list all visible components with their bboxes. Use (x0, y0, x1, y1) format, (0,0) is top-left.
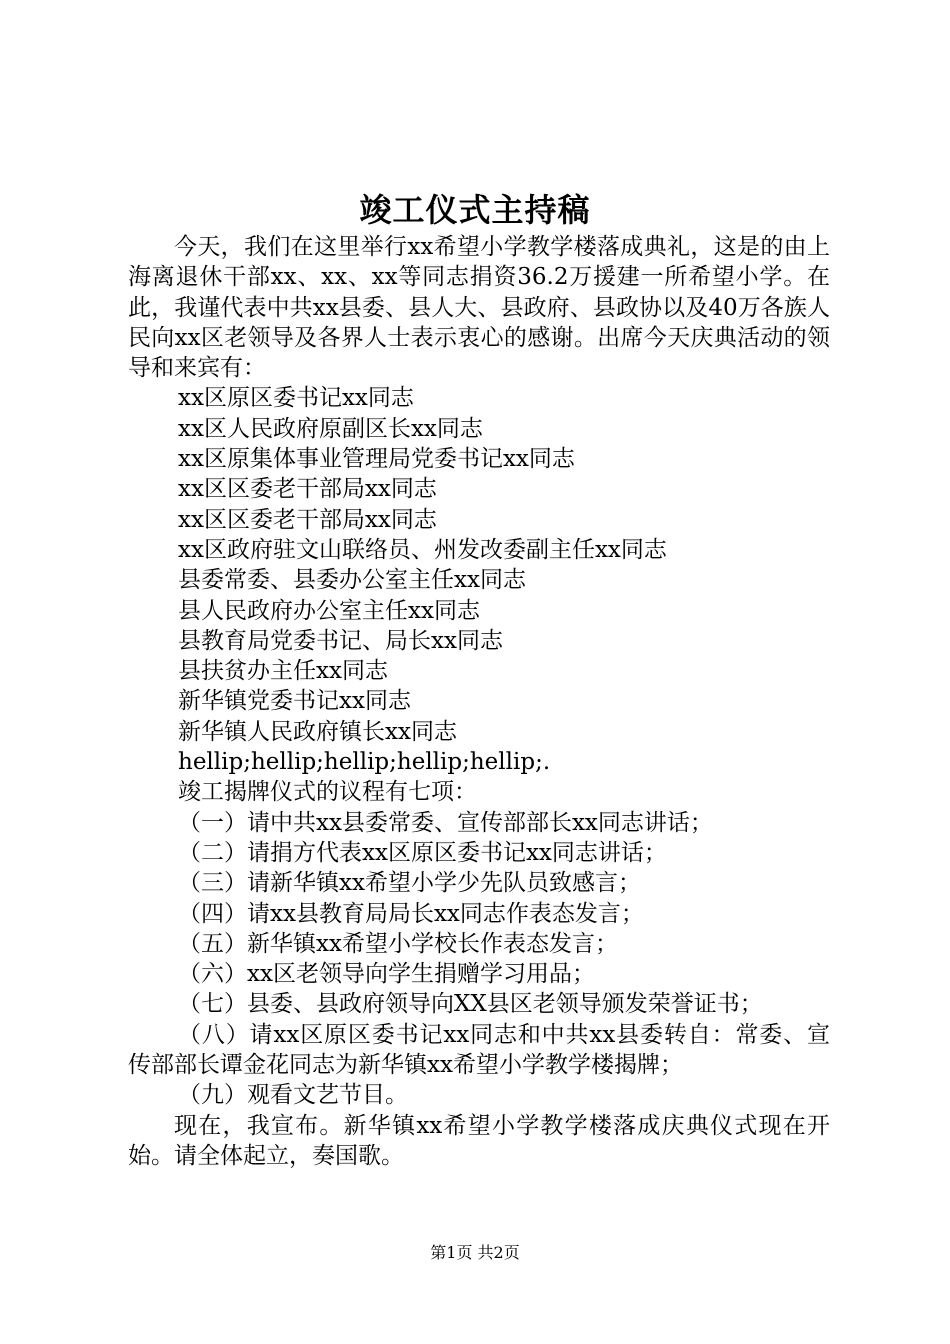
guest-line: xx区人民政府原副区长xx同志 (178, 415, 483, 442)
guest-line: 县委常委、县委办公室主任xx同志 (178, 567, 526, 594)
closing-paragraph: 现在，我宣布。新华镇xx希望小学教学楼落成庆典仪式现在开始。请全体起立，奏国歌。 (128, 1112, 830, 1169)
guest-ellipsis-line: hellip;hellip;hellip;hellip;hellip;. (178, 749, 551, 776)
agenda-item: （一）请中共xx县委常委、宣传部部长xx同志讲话； (178, 809, 713, 836)
guest-line: xx区区委老干部局xx同志 (178, 476, 437, 503)
guest-line: 县扶贫办主任xx同志 (178, 658, 388, 685)
agenda-item: （八）请xx区原区委书记xx同志和中共xx县委转自：常委、宣传部部长谭金花同志为新华镇xx希望小学教学楼揭牌； (128, 1021, 830, 1079)
guest-line: 新华镇人民政府镇长xx同志 (178, 718, 457, 745)
agenda-item: （四）请xx县教育局局长xx同志作表态发言； (178, 900, 644, 927)
page-number-footer: 第1页 共2页 (430, 1243, 520, 1262)
guest-line: xx区原区委书记xx同志 (178, 385, 414, 412)
guest-line: xx区政府驻文山联络员、州发改委副主任xx同志 (178, 536, 667, 563)
agenda-item: （三）请新华镇xx希望小学少先队员致感言； (178, 870, 641, 897)
agenda-item: （二）请捐方代表xx区原区委书记xx同志讲话； (178, 839, 667, 866)
intro-paragraph: 今天，我们在这里举行xx希望小学教学楼落成典礼，这是的由上海离退休干部xx、xx、xx等同志捐资36.2万援建一所希望小学。在此，我谨代表中共xx县委、县人大、县政府、县政协以及40万各族人民向xx区老领导及各界人士表示衷心的感谢。出席今天庆典活动的领导和来宾有： (128, 234, 830, 382)
agenda-intro: 竣工揭牌仪式的议程有七项： (178, 779, 477, 806)
guest-line: 县教育局党委书记、局长xx同志 (178, 627, 503, 654)
guest-line: xx区原集体事业管理局党委书记xx同志 (178, 446, 575, 473)
document-body (128, 232, 830, 1171)
agenda-item: （七）县委、县政府领导向XX县区老领导颁发荣誉证书； (178, 991, 763, 1018)
agenda-item: （九）观看文艺节目。 (178, 1082, 408, 1109)
guest-line: 新华镇党委书记xx同志 (178, 688, 411, 715)
agenda-item: （五）新华镇xx希望小学校长作表态发言； (178, 930, 618, 957)
guest-line: 县人民政府办公室主任xx同志 (178, 597, 480, 624)
agenda-item: （六）xx区老领导向学生捐赠学习用品； (178, 961, 595, 988)
guest-line: xx区区委老干部局xx同志 (178, 506, 437, 533)
document-title: 竣工仪式主持稿 (359, 191, 591, 229)
